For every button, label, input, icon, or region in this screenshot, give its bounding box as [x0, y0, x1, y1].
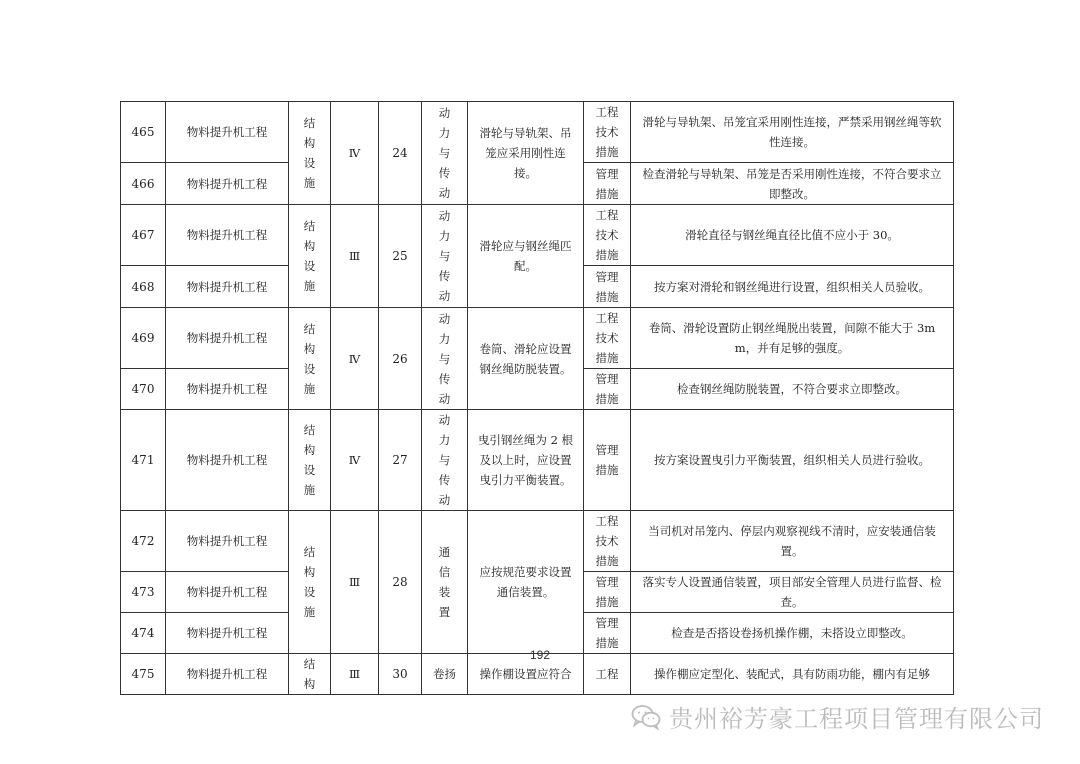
requirement-cell: 滑轮与导轨架、吊笼应采用刚性连接。: [468, 102, 584, 205]
seq-cell: 28: [379, 511, 422, 654]
measure-type-cell: 管理措施: [584, 369, 631, 410]
level-cell: Ⅲ: [331, 511, 379, 654]
requirement-cell: 操作棚设置应符合: [468, 654, 584, 695]
row-id: 475: [121, 654, 166, 695]
table-row: [121, 102, 954, 163]
measure-cell: 落实专人设置通信装置，项目部安全管理人员进行监督、检查。: [631, 572, 954, 613]
measure-type-cell: 管理措施: [584, 410, 631, 511]
measure-type-cell: 工程技术措施: [584, 308, 631, 369]
measure-cell: 操作棚应定型化、装配式，具有防雨功能，棚内有足够: [631, 654, 954, 695]
measure-cell: 卷筒、滑轮设置防止钢丝绳脱出装置，间隙不能大于 3mm，并有足够的强度。: [631, 308, 954, 369]
row-id: 472: [121, 511, 166, 572]
table-row: [121, 308, 954, 369]
watermark-text: 贵州裕芳豪工程项目管理有限公司: [669, 705, 1044, 733]
page-number: 192: [529, 648, 551, 662]
project-cell: 物料提升机工程: [166, 266, 289, 308]
row-id: 468: [121, 266, 166, 308]
seq-cell: 25: [379, 205, 422, 308]
measure-type-cell: 工程: [584, 654, 631, 695]
wechat-icon: [631, 704, 661, 730]
aspect-cell: 动力与传动: [422, 102, 468, 205]
measure-type-cell: 工程技术措施: [584, 511, 631, 572]
measure-type-cell: 工程技术措施: [584, 102, 631, 163]
measure-type-cell: 管理措施: [584, 163, 631, 205]
measure-cell: 检查是否搭设卷扬机操作棚，未搭设立即整改。: [631, 613, 954, 654]
aspect-cell: 动力与传动: [422, 205, 468, 308]
row-id: 470: [121, 369, 166, 410]
requirement-cell: 卷筒、滑轮应设置钢丝绳防脱装置。: [468, 308, 584, 410]
measure-cell: 检查钢丝绳防脱装置，不符合要求立即整改。: [631, 369, 954, 410]
seq-cell: 26: [379, 308, 422, 410]
seq-cell: 30: [379, 654, 422, 695]
project-cell: 物料提升机工程: [166, 369, 289, 410]
measure-cell: 按方案设置曳引力平衡装置，组织相关人员进行验收。: [631, 410, 954, 511]
table-row: [121, 410, 954, 511]
project-cell: 物料提升机工程: [166, 102, 289, 163]
project-cell: 物料提升机工程: [166, 654, 289, 695]
requirement-cell: 应按规范要求设置通信装置。: [468, 511, 584, 654]
table-row: [121, 205, 954, 266]
measure-type-cell: 工程技术措施: [584, 205, 631, 266]
measure-cell: 滑轮与导轨架、吊笼宜采用刚性连接，严禁采用钢丝绳等软性连接。: [631, 102, 954, 163]
seq-cell: 24: [379, 102, 422, 205]
level-cell: Ⅳ: [331, 308, 379, 410]
project-cell: 物料提升机工程: [166, 163, 289, 205]
safety-measures-table: [120, 101, 954, 695]
category-cell: 结构设施: [289, 205, 331, 308]
aspect-cell: 动力与传动: [422, 410, 468, 511]
project-cell: 物料提升机工程: [166, 410, 289, 511]
project-cell: 物料提升机工程: [166, 308, 289, 369]
project-cell: 物料提升机工程: [166, 572, 289, 613]
seq-cell: 27: [379, 410, 422, 511]
requirement-cell: 滑轮应与钢丝绳匹配。: [468, 205, 584, 308]
level-cell: Ⅲ: [331, 205, 379, 308]
table-row: [121, 511, 954, 572]
document-table-container: [120, 101, 954, 695]
row-id: 466: [121, 163, 166, 205]
measure-cell: 当司机对吊笼内、停层内观察视线不清时，应安装通信装置。: [631, 511, 954, 572]
measure-type-cell: 管理措施: [584, 266, 631, 308]
project-cell: 物料提升机工程: [166, 511, 289, 572]
aspect-cell: 通信装置: [422, 511, 468, 654]
measure-type-cell: 管理措施: [584, 613, 631, 654]
row-id: 471: [121, 410, 166, 511]
project-cell: 物料提升机工程: [166, 205, 289, 266]
level-cell: Ⅳ: [331, 102, 379, 205]
row-id: 473: [121, 572, 166, 613]
row-id: 474: [121, 613, 166, 654]
level-cell: Ⅳ: [331, 410, 379, 511]
row-id: 467: [121, 205, 166, 266]
level-cell: Ⅲ: [331, 654, 379, 695]
watermark: [631, 699, 1044, 734]
category-cell: 结构设施: [289, 511, 331, 654]
requirement-cell: 曳引钢丝绳为 2 根及以上时，应设置曳引力平衡装置。: [468, 410, 584, 511]
measure-cell: 按方案对滑轮和钢丝绳进行设置，组织相关人员验收。: [631, 266, 954, 308]
aspect-cell: 卷扬: [422, 654, 468, 695]
measure-cell: 滑轮直径与钢丝绳直径比值不应小于 30。: [631, 205, 954, 266]
row-id: 465: [121, 102, 166, 163]
measure-type-cell: 管理措施: [584, 572, 631, 613]
category-cell: 结构设施: [289, 308, 331, 410]
category-cell: 结构设施: [289, 102, 331, 205]
row-id: 469: [121, 308, 166, 369]
category-cell: 结构: [289, 654, 331, 695]
category-cell: 结构设施: [289, 410, 331, 511]
measure-cell: 检查滑轮与导轨架、吊笼是否采用刚性连接，不符合要求立即整改。: [631, 163, 954, 205]
project-cell: 物料提升机工程: [166, 613, 289, 654]
aspect-cell: 动力与传动: [422, 308, 468, 410]
